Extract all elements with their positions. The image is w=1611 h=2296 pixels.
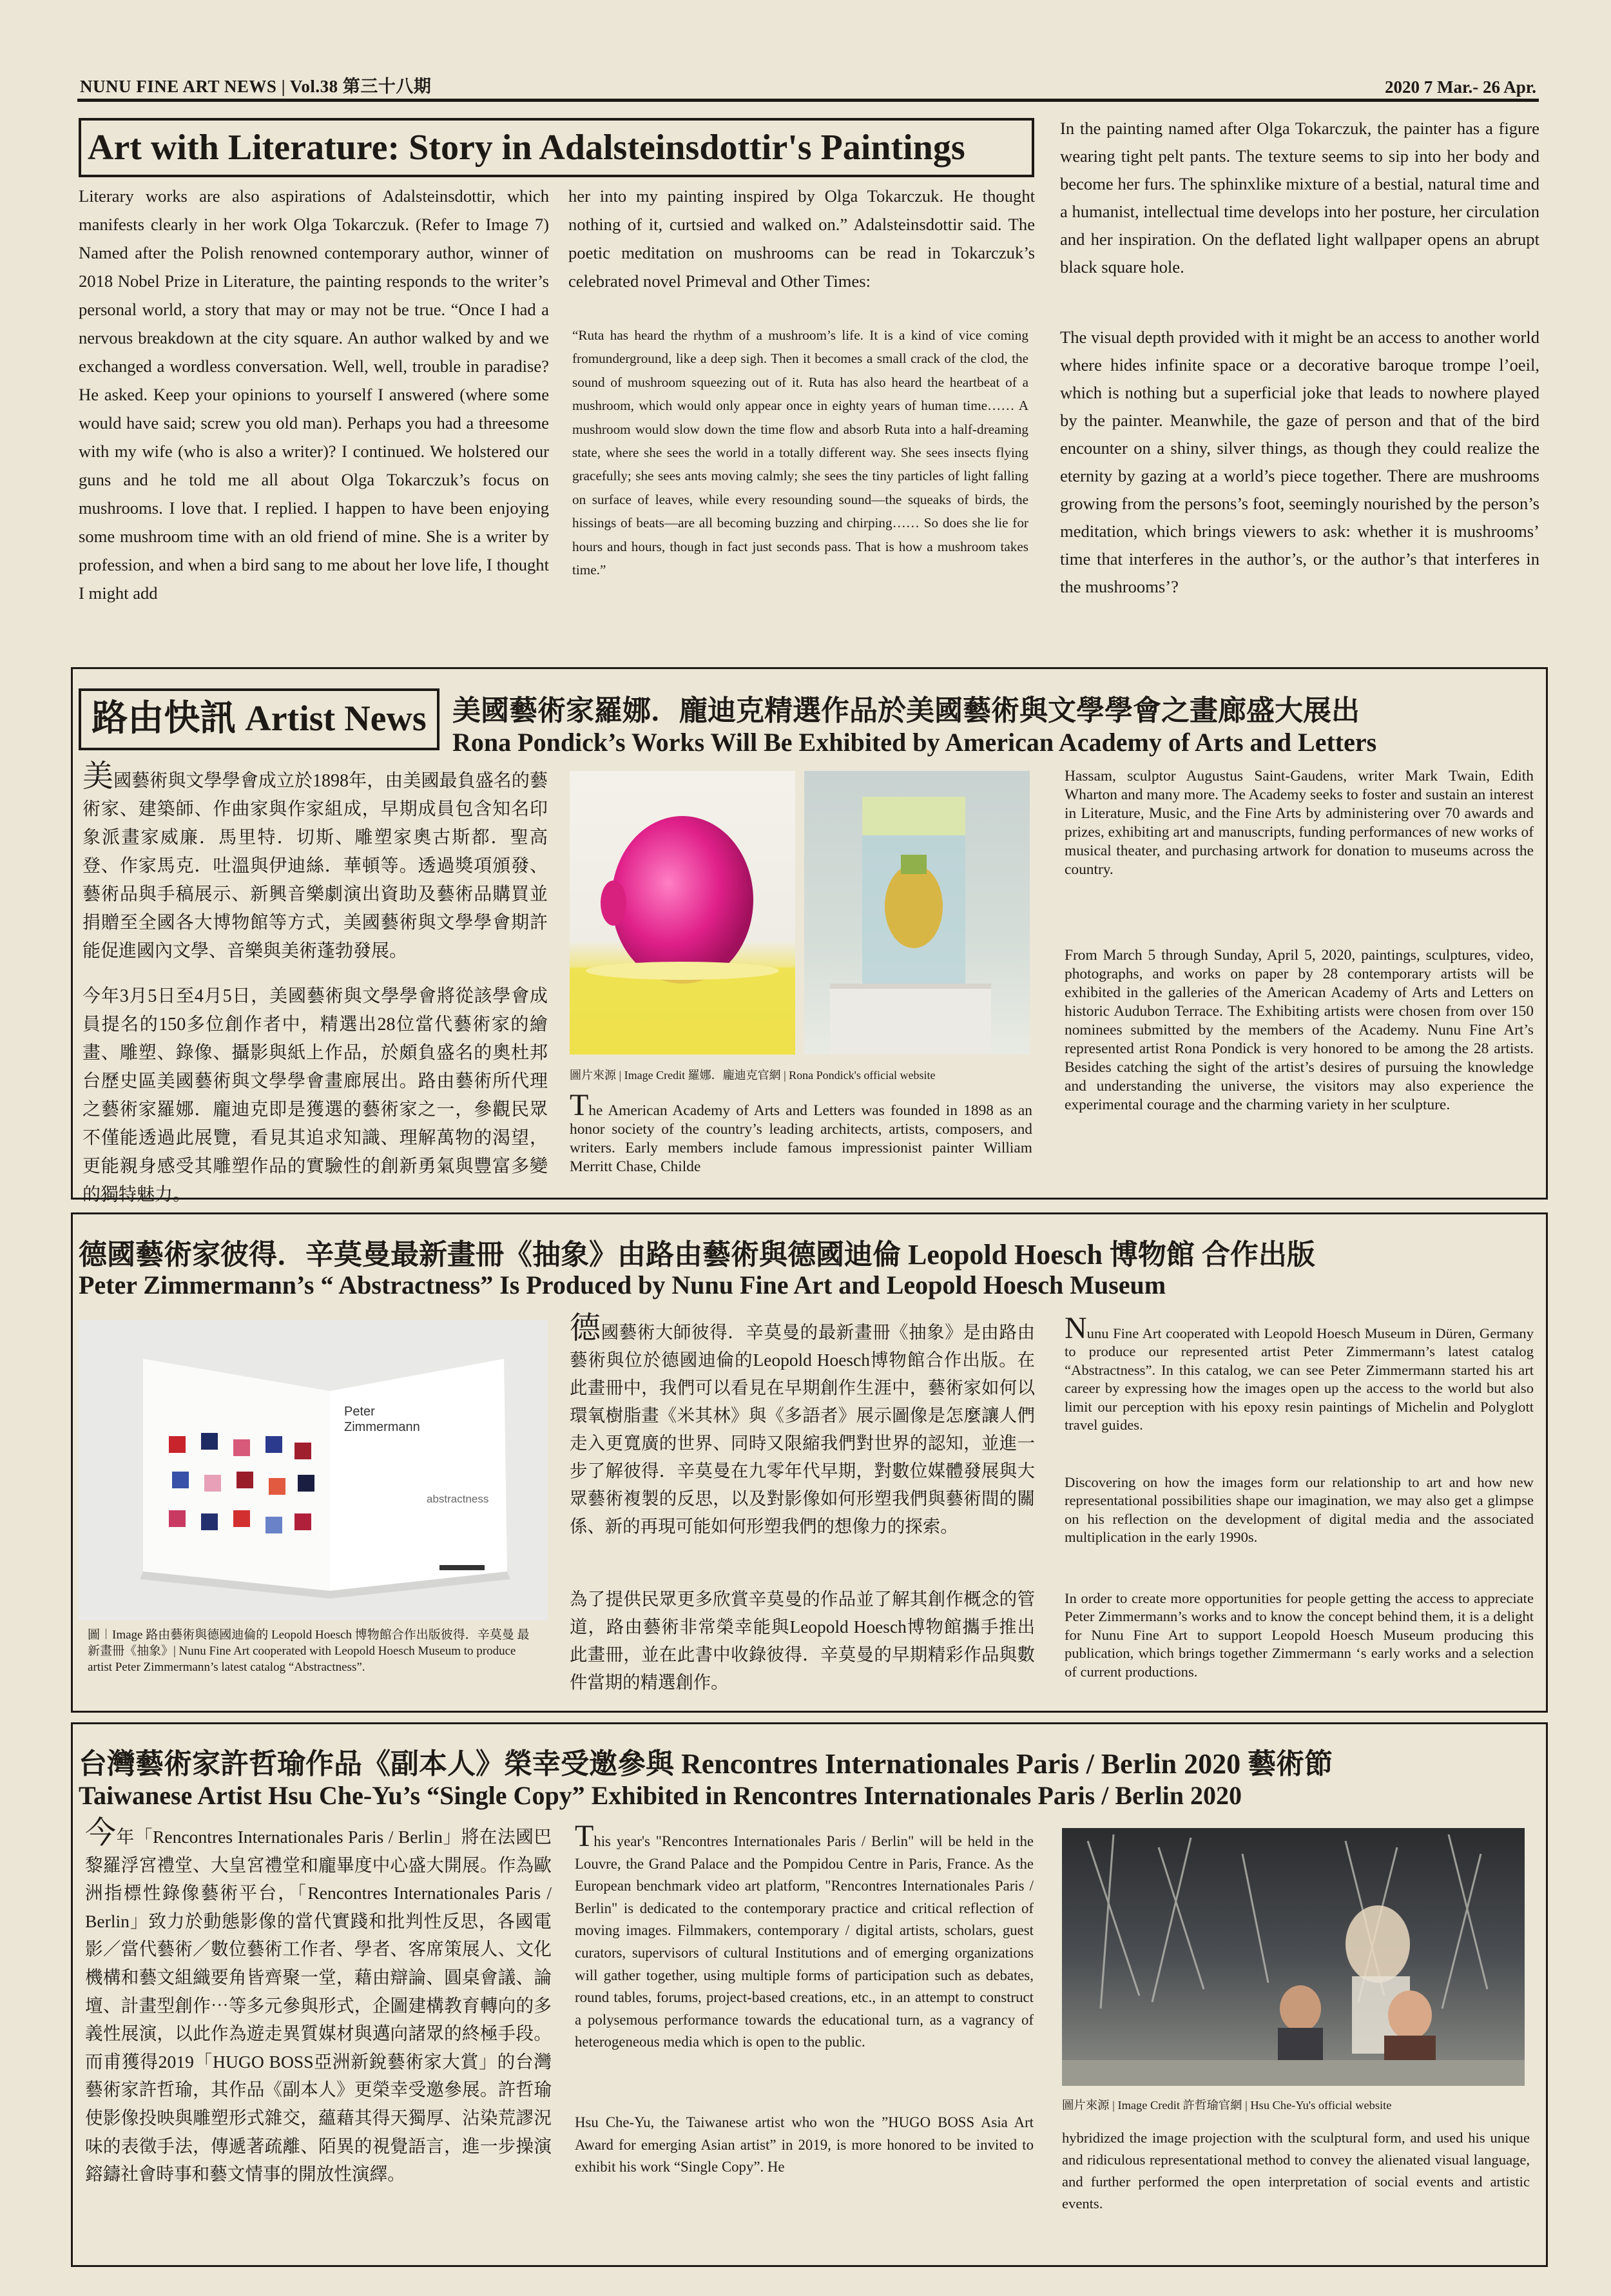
gold-head-sculpture-photo: [804, 771, 1030, 1055]
article4-zh-para: 今年「Rencontres Internationales Paris / Berlin」將在法國巴黎羅浮宮禮堂、大皇宮禮堂和龐畢度中心盛大開展。作為歐洲指標性錄像藝術平台，「Rencontres Internationales Paris / Berlin」致力於動態影像的當代實踐和批判性反思，各國電影／當代藝術／數位藝術工作者、學者、客席策展人、文化機構和藝文組織要角皆齊聚一堂，藉由辯論、圓桌會議、論壇、計畫型創作⋯等多元參與形式，企圖建構教育轉向的多義性展演，以此作為遊走異質媒材與邁向諸眾的終極手段。而甫獲得2019「HUGO BOSS亞洲新銳藝術家大賞」的台灣藝術家許哲瑜，其作品《副本人》更榮幸受邀參展。許哲瑜使影像投映與雕塑形式雜交，蘊藉其得天獨厚、沾染荒謬況味的表徵手法，傳遞著疏離、陌異的視覺語言，進一步操演鎔鑄社會時事和藝文情事的開放性演繹。: [85, 1816, 552, 2184]
article4-image-caption: 圖片來源 | Image Credit 許哲瑜官網 | Hsu Che-Yu's official website: [1062, 2099, 1392, 2112]
article2-en-para3: From March 5 through Sunday, April 5, 2020, paintings, sculptures, video, photographs, and works on paper by 28 contemporary artists will be exhibited in the galleries of the American Academy of Arts and Letters on historic Audubon Terrace. The Exhibiting artists were chosen from over 150 nominees submitted by the members of the Academy. Nunu Fine Art’s represented artist Rona Pondick is very honored to be among the 28 artists. Besides catching the sight of the artist’s desires of pursuing the knowledge and understanding the universe, the visitors may also experience the experimental courage and the charming variety in her sculpture.: [1065, 947, 1534, 1113]
article3-en-para2: Discovering on how the images form our relationship to art and how new representational possibilities shape our imagination, we may also get a glimpse on his reflection on the development of digital media and the associated multiplication in the early 1990s.: [1065, 1474, 1534, 1546]
article3-zh-para1: 德國藝術大師彼得．辛莫曼的最新畫冊《抽象》是由路由藝術與位於德國迪倫的Leopold Hoesch博物館合作出版。在此畫冊中，我們可以看見在早期創作生涯中，藝術家如何以環氧樹脂畫《米其林》與《多語者》展示圖像是怎麼讓人們走入更寬廣的世界、同時又限縮我們對世界的認知，並進一步了解彼得．辛莫曼在九零年代早期，對數位媒體發展與大眾藝術複製的反思，以及對影像如何形塑我們與藝術間的關係、新的再現可能如何形塑我們的想像力的探索。: [570, 1311, 1035, 1536]
article2-zh-para1: 美國藝術與文學學會成立於1898年，由美國最負盛名的藝術家、建築師、作曲家與作家組成，早期成員包含知名印象派畫家威廉．馬里特．切斯、雕塑家奧古斯都．聖高登、作家馬克．吐溫與伊迪絲．華頓等。透過獎項頒發、藝術品與手稿展示、新興音樂劇演出資助及藝術品購買並捐贈至全國各大博物館等方式，美國藝術與文學學會期許能促進國內文學、音樂與美術蓬勃發展。: [82, 759, 548, 961]
article3-title-zh: 德國藝術家彼得．辛莫曼最新畫冊《抽象》由路由藝術與德國迪倫 Leopold Hoesch 博物館 合作出版: [79, 1239, 1315, 1270]
article3-en-para3: In order to create more opportunities for people getting the access to appreciate Peter Zimmermann’s works and to know the concept behind them, it is a delight for Nunu Fine Art to support Leopold Hoesch Museum producing this publication, which brings together Zimmermann ‘s early works and a selection of current productions.: [1065, 1590, 1534, 1680]
article4-title-zh: 台灣藝術家許哲瑜作品《副本人》榮幸受邀參與 Rencontres Internationales Paris / Berlin 2020 藝術節: [79, 1748, 1333, 1780]
artist-news-tag: 路由快訊 Artist News: [79, 688, 439, 750]
masthead: [77, 76, 1539, 102]
catalog-title: abstractness: [427, 1493, 489, 1505]
abstractness-catalog-photo: [79, 1320, 548, 1620]
article2-en-para2: Hassam, sculptor Augustus Saint-Gaudens, writer Mark Twain, Edith Wharton and many more. The Academy seeks to foster and sustain an interest in Literature, Music, and the Fine Arts by administering over 70 awards and prizes, exhibiting art and manuscripts, funding performances of new works of musical theater, and purchasing artwork for donation to museums across the country.: [1065, 768, 1534, 878]
article2-en-para1: The American Academy of Arts and Letters was founded in 1898 as an honor society of the country’s leading architects, artists, composers, and writers. Early members include famous impressionist painter William Merritt Chase, Childe: [570, 1088, 1032, 1175]
masthead-publication: NUNU FINE ART NEWS | Vol.38 第三十八期: [80, 77, 432, 96]
article3-en-para1: Nunu Fine Art cooperated with Leopold Hoesch Museum in Düren, Germany to produce our represented artist Peter Zimmermann’s latest catalog “Abstractness”. In this catalog, we can see Peter Zimmermann started his art career by expressing how the images open up the access to the world but also limit our perception with his epoxy resin paintings of Michelin and Polyglott travel guides.: [1065, 1311, 1534, 1434]
masthead-date: 2020 7 Mar.- 26 Apr.: [1384, 77, 1536, 97]
catalog-author: Peter Zimmermann: [344, 1405, 420, 1434]
article1-title: Art with Literature: Story in Adalsteinsdottir's Paintings: [79, 118, 1034, 177]
article4-en-para2: Hsu Che-Yu, the Taiwanese artist who won the ”HUGO BOSS Asia Art Award for emerging Asian artist” in 2019, is more honored to be invited to exhibit his work “Single Copy”. He: [575, 2114, 1034, 2175]
article2-title-en: Rona Pondick’s Works Will Be Exhibited by American Academy of Arts and Letters: [452, 728, 1377, 757]
article2-title-zh: 美國藝術家羅娜．龐迪克精選作品於美國藝術與文學學會之畫廊盛大展出: [452, 695, 1360, 726]
article3-image-caption: 圖︱Image 路由藝術與德國迪倫的 Leopold Hoesch 博物館合作出版彼得．辛莫曼 最新畫冊《抽象》| Nunu Fine Art cooperated with Leopold Hoesch Museum to produce artist Peter Zimmermann’s latest catalog “Abstractness”.: [88, 1628, 530, 1674]
article3-title-en: Peter Zimmermann’s “ Abstractness” Is Produced by Nunu Fine Art and Leopold Hoesch Museum: [79, 1270, 1166, 1299]
article2-image-caption: 圖片來源 | Image Credit 羅娜．龐迪克官網 | Rona Pondick's official website: [570, 1069, 936, 1082]
article1-column1: Literary works are also aspirations of Adalsteinsdottir, which manifests clearly in her work Olga Tokarczuk. (Refer to Image 7) Named after the Polish renowned contemporary author, winner of 2018 Nobel Prize in Literature, the painting responds to the writer’s personal world, a story that may or may not be true. “Once I had a nervous breakdown at the city square. An author walked by and we exchanged a wordless conversation. Well, well, trouble in paradise? He asked. Keep your opinions to yourself I answered (where some would have said; screw you old man). Perhaps you had a threesome with my wife (who is also a writer)? I continued. We holstered our guns and he told me all about Olga Tokarczuk’s focus on mushrooms. I love that. I replied. I happen to have been enjoying some mushroom time with an old friend of mine. She is a writer by profession, and when a bird sang to me about her love life, I thought I might add: [79, 186, 549, 603]
article1-column2: her into my painting inspired by Olga Tokarczuk. He thought nothing of it, curtsied and walked on.” Adalsteinsdottir said. The poetic meditation on mushrooms can be read in Tokarczuk’s celebrated novel Primeval and Other Times:: [568, 186, 1035, 291]
article4-en-para3: hybridized the image projection with the sculptural form, and used his unique and ridiculous representational method to convey the alienated visual language, and further performed the open interpretation of social events and artistic events.: [1062, 2130, 1530, 2212]
article4-title-en: Taiwanese Artist Hsu Che-Yu’s “Single Copy” Exhibited in Rencontres Internationales Paris / Berlin 2020: [79, 1781, 1242, 1810]
article1-column3a: In the painting named after Olga Tokarczuk, the painter has a figure wearing tight pelt pants. The texture seems to sip into her body and become her furs. The sphinxlike mixture of a bestial, natural time and a humanist, intellectual time develops into her posture, her circulation and her inspiration. On the deflated light wallpaper opens an abrupt black square hole.: [1060, 119, 1539, 277]
article4-en-para1: This year's "Rencontres Internationales Paris / Berlin" will be held in the Louvre, the Grand Palace and the Pompidou Centre in Paris, France. As the European benchmark video art platform, "Rencontres Internationales Paris / Berlin" is dedicated to the contemporary practice and critical reflection of moving images. Filmmakers, contemporary / digital artists, scholars, guest curators, supervisors of cultural Institutions and of emerging organizations will gather together, using multiple forms of participation such as debates, round tables, forums, project-based creations, etc., in an attempt to construct a polysemous performance towards the educational turn, as a vagrancy of heterogeneous media which is open to the public.: [575, 1819, 1034, 2050]
masthead-issue: Vol.38 第三十八期: [289, 77, 432, 96]
article1-column3b: The visual depth provided with it might be an access to another world where hides infinite space or a decorative baroque trompe l’oeil, which is nothing but a superficial joke that leads to nowhere played by the painter. Meanwhile, the gaze of person and that of the bird encounter on a shiny, silver things, as though they could realize the eternity by gazing at a world’s piece together. There are mushrooms growing from the persons’s foot, seemingly nourished by the person’s meditation, which brings viewers to ask: whether it is mushrooms’ time that interferes in the author’s, or the author’s that interferes in the mushrooms’?: [1060, 327, 1539, 596]
article2-zh-para2: 今年3月5日至4月5日，美國藝術與文學學會將從該學會成員提名的150多位創作者中，精選出28位當代藝術家的繪畫、雕塑、錄像、攝影與紙上作品，於頗負盛名的奧杜邦台歷史區美國藝術與文學學會畫廊展出。路由藝術所代理之藝術家羅娜．龐迪克即是獲選的藝術家之一，參觀民眾不僅能透過此展覽，看見其追求知識、理解萬物的渴望，更能親身感受其雕塑作品的實驗性的創新勇氣與豐富多變的獨特魅力。: [82, 986, 548, 1205]
article3-zh-para2: 為了提供民眾更多欣賞辛莫曼的作品並了解其創作概念的管道，路由藝術非常榮幸能與Leopold Hoesch博物館攜手推出此畫冊，並在此書中收錄彼得．辛莫曼的早期精彩作品與數件當期的精選創作。: [570, 1590, 1035, 1692]
pink-head-sculpture-photo: [570, 771, 795, 1055]
single-copy-photo: [1062, 1828, 1525, 2086]
article1-quote: “Ruta has heard the rhythm of a mushroom’s life. It is a kind of vice coming fromunderground, like a deep sigh. Then it becomes a small crack of the clod, the sound of mushroom squeezing out of it. Ruta has also heard the heartbeat of a mushroom, which would only appear once in eighty years of human time…… A mushroom would slow down the time flow and absorb Ruta into a half-dreaming state, where she sees the world in a totally different way. She sees insects flying gracefully; she sees ants moving calmly; she sees the tiny particles of light falling on surface of leaves, while every resounding sound—the squeaks of birds, the hissings of beats—are all becoming buzzing and chirping…… So does she lie for hours and hours, though in fact just seconds pass. That is how a mushroom takes time.”: [572, 327, 1028, 578]
